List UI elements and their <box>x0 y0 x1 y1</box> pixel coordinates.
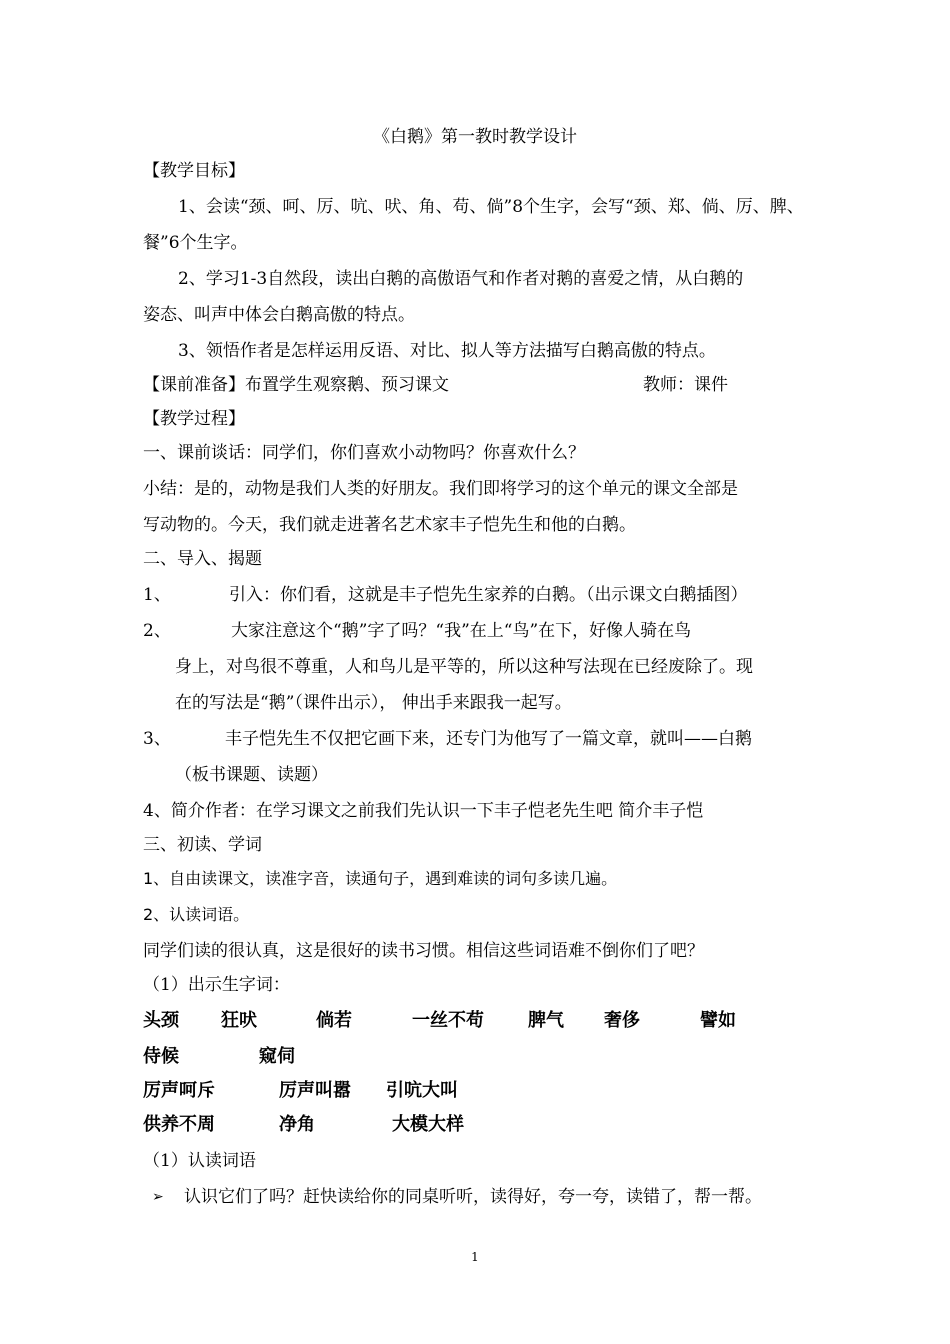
vocab-word: 头颈 <box>143 1010 179 1031</box>
vocab-word: 供养不周 <box>143 1114 215 1135</box>
page-title: 《白鹅》第一教时教学设计 <box>373 127 577 147</box>
vocab-word: 脾气 <box>528 1010 564 1031</box>
step-3-praise: 同学们读的很认真，这是很好的读书习惯。相信这些词语难不倒你们了吧？ <box>143 941 704 961</box>
step-2-2-line-3: 在的写法是“鹅”（课件出示）， 伸出手来跟我一起写。 <box>175 693 572 713</box>
page-number: 1 <box>471 1250 479 1264</box>
section-1-summary-line-2: 写动物的。今天，我们就走进著名艺术家丰子恺先生和他的白鹅。 <box>143 515 636 535</box>
section-1: 一、课前谈话：同学们，你们喜欢小动物吗？你喜欢什么？ <box>143 443 585 463</box>
step-2-3-line-2: （板书课题、读题） <box>175 765 328 785</box>
vocab-word: 奢侈 <box>604 1010 640 1031</box>
vocab-word: 窥伺 <box>259 1046 295 1067</box>
section-3: 三、初读、学词 <box>143 835 262 855</box>
objective-2-line-2: 姿态、叫声中体会白鹅高傲的特点。 <box>143 305 415 325</box>
step-3-show-words: （1）出示生字词： <box>143 975 290 995</box>
step-2-2-number: 2、 <box>143 621 171 641</box>
vocab-word: 狂吠 <box>221 1010 257 1031</box>
step-2-1-text: 引入：你们看，这就是丰子恺先生家养的白鹅。（出示课文白鹅插图） <box>229 585 748 605</box>
section-2: 二、导入、揭题 <box>143 549 262 569</box>
vocab-word: 倘若 <box>316 1010 352 1031</box>
process-heading: 【教学过程】 <box>143 409 245 429</box>
objective-3: 3、领悟作者是怎样运用反语、对比、拟人等方法描写白鹅高傲的特点。 <box>178 341 716 361</box>
vocab-word: 大模大样 <box>392 1114 464 1135</box>
vocab-word: 譬如 <box>700 1010 736 1031</box>
objective-2-line-1: 2、学习1-3自然段，读出白鹅的高傲语气和作者对鹅的喜爱之情，从白鹅的 <box>178 269 744 289</box>
objectives-heading: 【教学目标】 <box>143 161 245 181</box>
step-2-3-number: 3、 <box>143 729 171 749</box>
vocab-word: 厉声呵斥 <box>143 1080 215 1101</box>
vocab-word: 净角 <box>279 1114 315 1135</box>
vocab-word: 侍候 <box>143 1046 179 1067</box>
step-2-2-line-2: 身上，对鸟很不尊重，人和鸟儿是平等的，所以这种写法现在已经废除了。现 <box>175 657 753 677</box>
vocab-word: 引吭大叫 <box>386 1080 458 1101</box>
step-2-4: 4、简介作者：在学习课文之前我们先认识一下丰子恺老先生吧 简介丰子恺 <box>143 801 704 821</box>
step-3-1: 1、自由读课文，读准字音，读通句子，遇到难读的词句多读几遍。 <box>143 869 618 888</box>
vocab-word: 厉声叫嚣 <box>279 1080 351 1101</box>
step-2-3-line-1: 丰子恺先生不仅把它画下来，还专门为他写了一篇文章，就叫——白鹅 <box>225 729 752 749</box>
step-3-read-words: （1）认读词语 <box>143 1151 256 1171</box>
prep-text: 【课前准备】布置学生观察鹅、预习课文 <box>143 375 449 395</box>
prep-teacher: 教师：课件 <box>643 375 728 395</box>
step-3-bullet-text: 认识它们了吗？赶快读给你的同桌听听，读得好，夸一夸，读错了，帮一帮。 <box>184 1187 762 1207</box>
step-3-2: 2、认读词语。 <box>143 905 250 924</box>
section-1-summary-line-1: 小结：是的，动物是我们人类的好朋友。我们即将学习的这个单元的课文全部是 <box>143 479 738 499</box>
objective-1-line-1: 1、会读“颈、呵、厉、吭、吠、角、苟、倘”8个生字，会写“颈、郑、倘、厉、脾、 <box>178 197 804 217</box>
objective-1-line-2: 餐”6个生字。 <box>143 233 248 253</box>
step-2-1-number: 1、 <box>143 585 171 605</box>
arrow-bullet-icon: ➢ <box>152 1189 164 1205</box>
vocab-word: 一丝不苟 <box>412 1010 484 1031</box>
step-2-2-line-1: 大家注意这个“鹅”字了吗？“我”在上“鸟”在下，好像人骑在鸟 <box>231 621 692 641</box>
